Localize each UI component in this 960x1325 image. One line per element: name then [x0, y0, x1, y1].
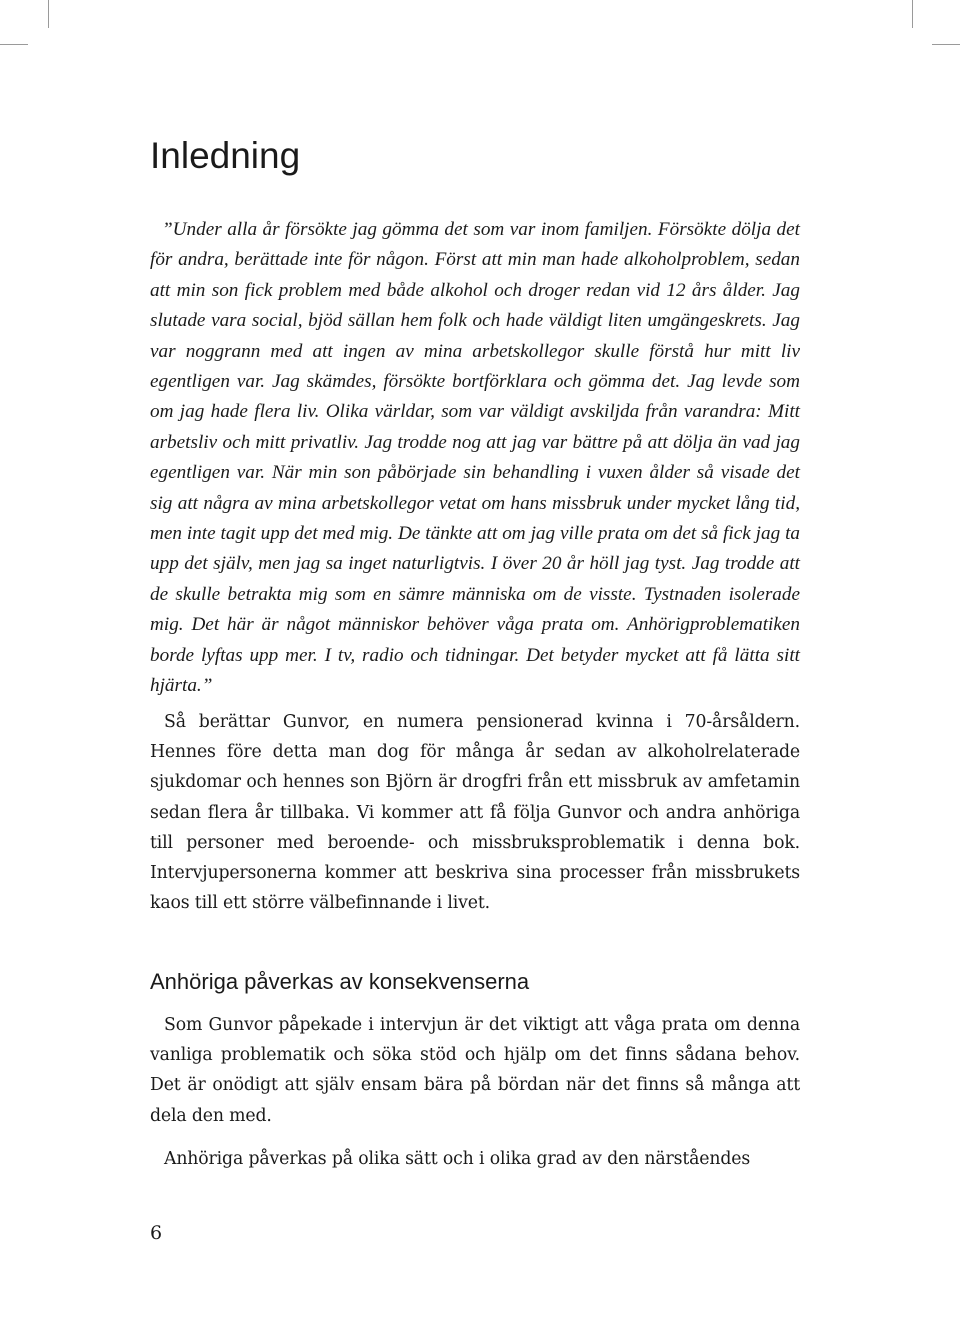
crop-mark-top-right-vertical [912, 0, 913, 28]
interview-quote: ”Under alla år försökte jag gömma det som var inom familjen. Försökte dölja det för andra, berättade inte för någon. Först att min man hade alkoholproblem, sedan att min son fick problem med både alkohol och droger redan vid 12 års ålder. Jag slutade vara social, bjöd sällan hem folk och hade väldigt liten umgängeskrets. Jag var noggrann med att ingen av mina arbetskollegor skulle förstå hur mitt liv egentligen var. Jag skämdes, försökte bortförklara och gömma det. Jag levde som om jag hade flera liv. Olika världar, som var väldigt avskiljda från varandra: Mitt arbetsliv och mitt privatliv. Jag trodde nog att jag var bättre på att dölja än vad jag egentligen var. När min son påbörjade sin behandling i vuxen ålder så visade det sig att några av mina arbetskollegor vetat om hans missbruk under mycket lång tid, men inte tagit upp det med mig. De tänkte att om jag ville prata om det så fick jag ta upp det själv, men jag sa inget naturligtvis. I över 20 år höll jag tyst. Jag trodde att de skulle betrakta mig som en sämre människa om de visste. Tystnaden isolerade mig. Det här är något människor behöver våga prata om. Anhörigproblematiken borde lyftas upp mer. I tv, radio och tidningar. Det betyder mycket att få lätta sitt hjärta.” [150, 219, 800, 697]
body-paragraph-1: Så berättar Gunvor, en numera pensionerad kvinna i 70-årsåldern. Hennes före detta man dog för många år sedan av alkoholrelaterade sjukdomar och hennes son Björn är drogfri från ett missbruk av amfetamin sedan flera år tillbaka. Vi kommer att få följa Gunvor och andra anhöriga till personer med beroende- och missbruksproblematik i denna bok. Intervjupersonerna kommer att beskriva sina processer från missbrukets kaos till ett större välbefinnande i livet. [150, 712, 800, 914]
body-paragraph-3: Anhöriga påverkas på olika sätt och i olika grad av den närståendes [164, 1149, 751, 1169]
page-number: 6 [150, 1222, 163, 1244]
body-paragraph-2: Som Gunvor påpekade i intervjun är det viktigt att våga prata om denna vanliga problematik och söka stöd och hjälp om det finns sådana behov. Det är onödigt att själv ensam bära på bördan när det finns så många att dela den med. [150, 1015, 800, 1126]
crop-mark-top-left-horizontal [0, 44, 28, 45]
section-heading: Anhöriga påverkas av konsekvenserna [150, 969, 530, 994]
crop-mark-top-left-vertical [48, 0, 49, 28]
crop-mark-top-right-horizontal [932, 44, 960, 45]
chapter-title: Inledning [150, 135, 301, 176]
